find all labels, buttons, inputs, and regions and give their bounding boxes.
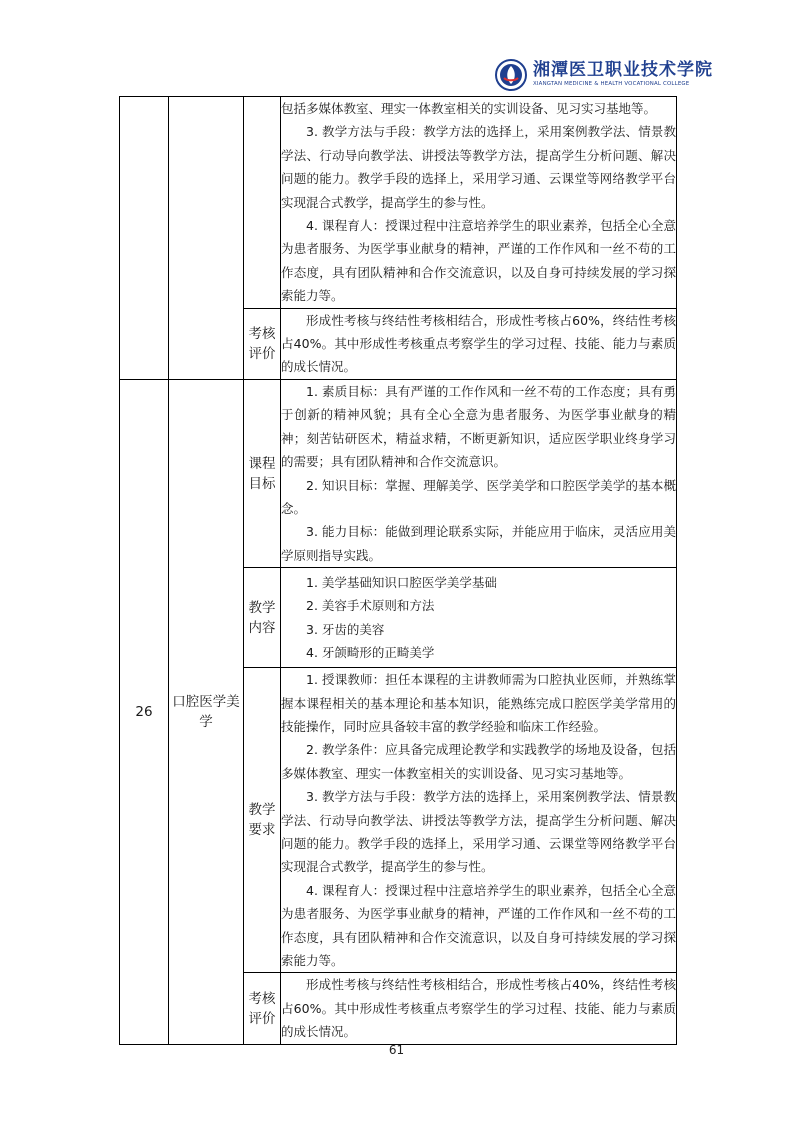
assessment-text: 形成性考核与终结性考核相结合，形成性考核占60%，终结性考核占40%。其中形成性考核重点考察学生的学习过程、技能、能力与素质的成长情况。 [281, 312, 676, 375]
requirement-paragraph: 4. 课程育人：授课过程中注意培养学生的职业素养，包括全心全意为患者服务、为医学事业献身的精神，严谨的工作作风和一丝不苟的工作态度，具有团队精神和合作交流意识，以及自身可持续发展的学习探索能力等。 [281, 218, 676, 304]
requirement-paragraph: 2. 教学条件：应具备完成理论教学和实践教学的场地及设备，包括多媒体教室、理实一体教室相关的实训设备、见习实习基地等。 [281, 742, 676, 781]
prev-course-requirements-label-cell [244, 97, 281, 309]
college-logo [495, 58, 780, 92]
goal-paragraph: 1. 素质目标：具有严谨的工作作风和一丝不苟的工作态度；具有勇于创新的精神风貌；具有全心全意为患者服务、为医学事业献身的精神；刻苦钻研医术，精益求精，不断更新知识，适应医学职业终身学习的需要；具有团队精神和合作交流意识。 [281, 383, 676, 470]
content-cell [281, 568, 677, 668]
requirement-paragraph: 1. 授课教师：担任本课程的主讲教师需为口腔执业医师，并熟练掌握本课程相关的基本理论和基本知识，能熟练完成口腔医学美学常用的技能操作，同时应具备较丰富的教学经验和临床工作经验。 [281, 672, 676, 734]
assessment-label: 考核评价 [244, 973, 281, 1044]
prev-course-requirements-row [120, 97, 677, 309]
assessment-text: 形成性考核与终结性考核相结合，形成性考核占40%，终结性考核占60%。其中形成性考核重点考察学生的学习过程、技能、能力与素质的成长情况。 [281, 977, 676, 1040]
assessment-cell [281, 973, 677, 1044]
assessment-label: 考核评价 [244, 308, 281, 379]
requirements-label: 教学要求 [244, 668, 281, 973]
requirement-paragraph: 包括多媒体教室、理实一体教室相关的实训设备、见习实习基地等。 [281, 101, 657, 116]
college-name-en: XIANGTAN MEDICINE & HEALTH VOCATIONAL COLLEGE [533, 81, 690, 88]
prev-course-number-cell [120, 97, 169, 380]
content-item: 4. 牙颌畸形的正畸美学 [306, 645, 435, 661]
content-item: 3. 牙齿的美容 [306, 621, 385, 637]
content-item: 1. 美学基础知识口腔医学美学基础 [306, 574, 497, 590]
course-goals-row [120, 379, 677, 567]
content-item: 2. 美容手术原则和方法 [306, 598, 435, 614]
college-emblem-icon [495, 59, 527, 91]
requirements-cell [281, 668, 677, 973]
requirement-paragraph: 3. 教学方法与手段：教学方法的选择上，采用案例教学法、情景教学法、行动导向教学法、讲授法等教学方法，提高学生分析问题、解决问题的能力。教学手段的选择上，采用学习通、云课堂等网络教学平台实现混合式教学，提高学生的参与性。 [281, 789, 676, 875]
course-table [119, 96, 677, 1045]
goal-paragraph: 2. 知识目标：掌握、理解美学、医学美学和口腔医学美学的基本概念。 [281, 477, 676, 516]
requirement-paragraph: 3. 教学方法与手段：教学方法的选择上，采用案例教学法、情景教学法、行动导向教学法、讲授法等教学方法，提高学生分析问题、解决问题的能力。教学手段的选择上，采用学习通、云课堂等网络教学平台实现混合式教学，提高学生的参与性。 [281, 124, 676, 210]
assessment-cell [281, 308, 677, 379]
course-number: 26 [120, 379, 169, 1044]
prev-course-name-cell [169, 97, 244, 380]
college-name-cn: 湘潭医卫职业技术学院 [533, 60, 713, 81]
course-name: 口腔医学美学 [169, 379, 244, 1044]
goals-label: 课程目标 [244, 379, 281, 567]
goals-cell [281, 379, 677, 567]
prev-course-requirements-cell [281, 97, 677, 309]
goal-paragraph: 3. 能力目标：能做到理论联系实际，并能应用于临床，灵活应用美学原则指导实践。 [281, 524, 676, 563]
requirement-paragraph: 4. 课程育人：授课过程中注意培养学生的职业素养，包括全心全意为患者服务、为医学事业献身的精神，严谨的工作作风和一丝不苟的工作态度，具有团队精神和合作交流意识，以及自身可持续发展的学习探索能力等。 [281, 882, 676, 968]
page-number: 61 [388, 1043, 405, 1057]
content-label: 教学内容 [244, 568, 281, 668]
